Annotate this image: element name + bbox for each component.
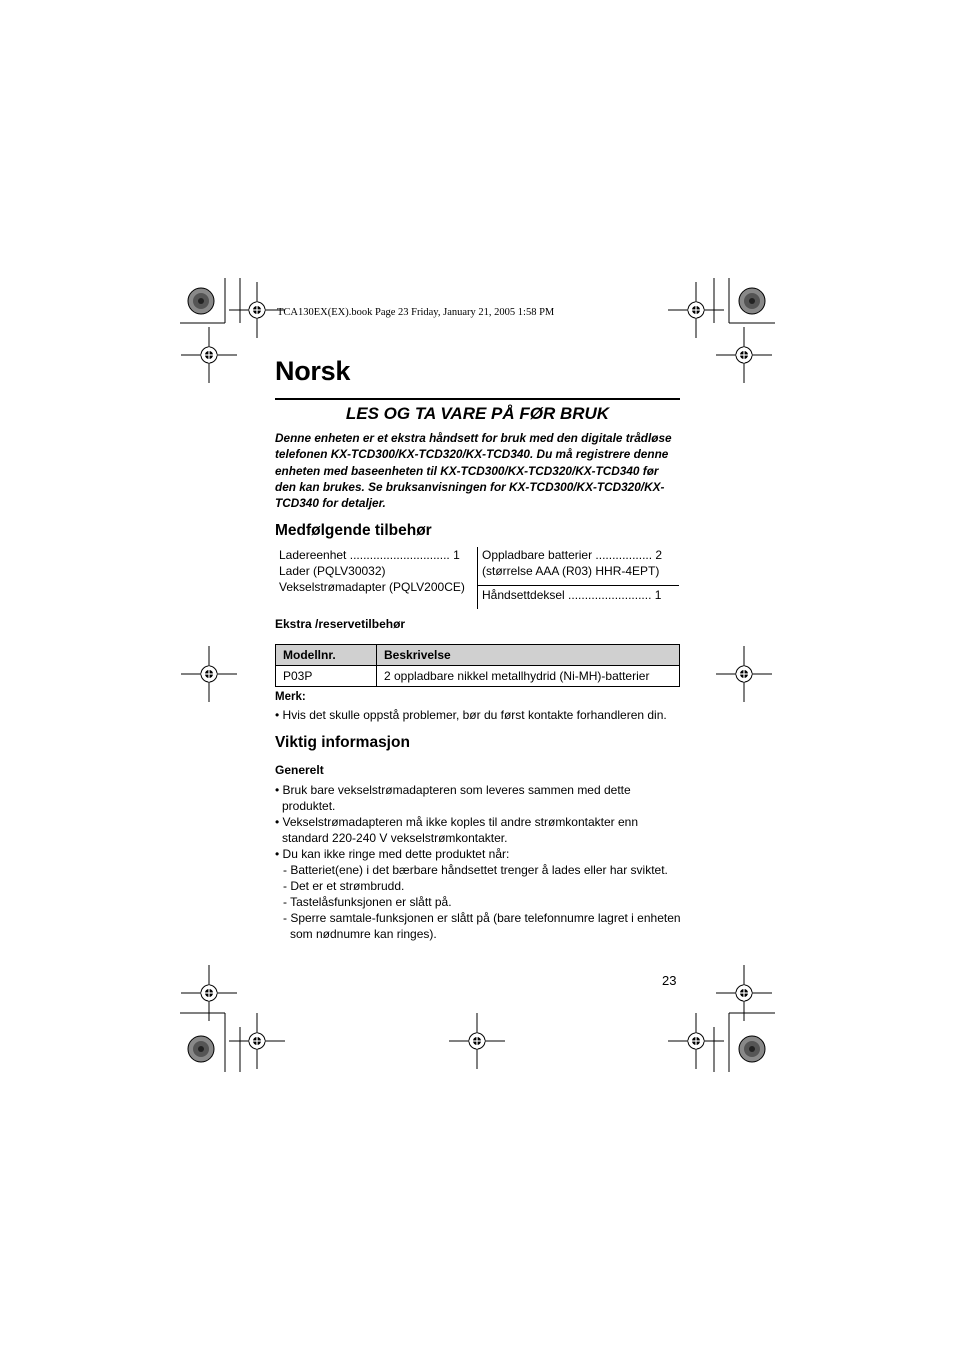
important-heading: Viktig informasjon xyxy=(275,734,410,751)
sub-list-item: - Det er et strømbrudd. xyxy=(283,879,405,893)
table-cell: 2 oppladbare nikkel metallhydrid (Ni-MH)-batterier xyxy=(377,666,680,687)
page-number: 23 xyxy=(662,973,677,988)
list-item: • Vekselstrømadapteren må ikke koples til andre strømkontakter enn standard 220-240 V vekselstrømkontakter. xyxy=(275,815,639,845)
accessory-item: Håndsettdeksel ......................... 1 xyxy=(482,588,662,602)
note-label: Merk: xyxy=(275,691,306,703)
sub-list-item: - Sperre samtale-funksjonen er slått på (bare telefonnumre lagret i enheten som nødnumre kan ringes). xyxy=(283,911,681,941)
accessories-heading: Medfølgende tilbehør xyxy=(275,522,432,539)
accessory-item: Oppladbare batterier ................. 2 xyxy=(482,548,663,562)
important-subheading: Generelt xyxy=(275,763,324,777)
accessory-item: Ladereenhet .............................. 1 xyxy=(279,548,460,562)
title-divider xyxy=(275,398,680,400)
column-header: Modellnr. xyxy=(276,645,377,666)
table-header-row xyxy=(276,645,680,666)
list-item: • Du kan ikke ringe med dette produktet når: xyxy=(275,847,510,861)
intro-paragraph: Denne enheten er et ekstra håndsett for bruk med den digitale trådløse telefonen KX-TCD300/KX-TCD320/KX-TCD340. Du må registrere denne enheten med baseenheten til KX-TCD300/KX-TCD320/KX-TCD340 før den kan brukes. Se bruksanvisningen for KX-TCD300/KX-TCD320/KX-TCD340 for detaljer. xyxy=(275,431,672,511)
table-row xyxy=(276,666,680,687)
optional-accessories-table xyxy=(275,644,680,687)
accessories-divider xyxy=(477,547,478,609)
page-title: Norsk xyxy=(275,356,351,386)
accessory-item: (størrelse AAA (R03) HHR-4EPT) xyxy=(482,564,660,578)
column-header: Beskrivelse xyxy=(377,645,680,666)
important-list xyxy=(275,782,685,942)
note-text: • Hvis det skulle oppstå problemer, bør du først kontakte forhandleren din. xyxy=(275,708,667,722)
sub-list-item: - Batteriet(ene) i det bærbare håndsettet trenger å lades eller har sviktet. xyxy=(283,863,668,877)
sub-list-item: - Tastelåsfunksjonen er slått på. xyxy=(283,895,452,909)
subtitle: LES OG TA VARE PÅ FØR BRUK xyxy=(345,404,610,423)
accessory-item: Lader (PQLV30032) xyxy=(279,564,386,578)
print-header: TCA130EX(EX).book Page 23 Friday, January 21, 2005 1:58 PM xyxy=(277,307,555,318)
accessories-right-list xyxy=(482,547,678,579)
accessory-item: Vekselstrømadapter (PQLV200CE) xyxy=(279,580,465,594)
table-cell: P03P xyxy=(276,666,377,687)
accessories-row-divider xyxy=(478,585,679,586)
accessories-left-list xyxy=(279,547,479,595)
list-item: • Bruk bare vekselstrømadapteren som leveres sammen med dette produktet. xyxy=(275,783,631,813)
optional-heading: Ekstra /reservetilbehør xyxy=(275,617,406,631)
